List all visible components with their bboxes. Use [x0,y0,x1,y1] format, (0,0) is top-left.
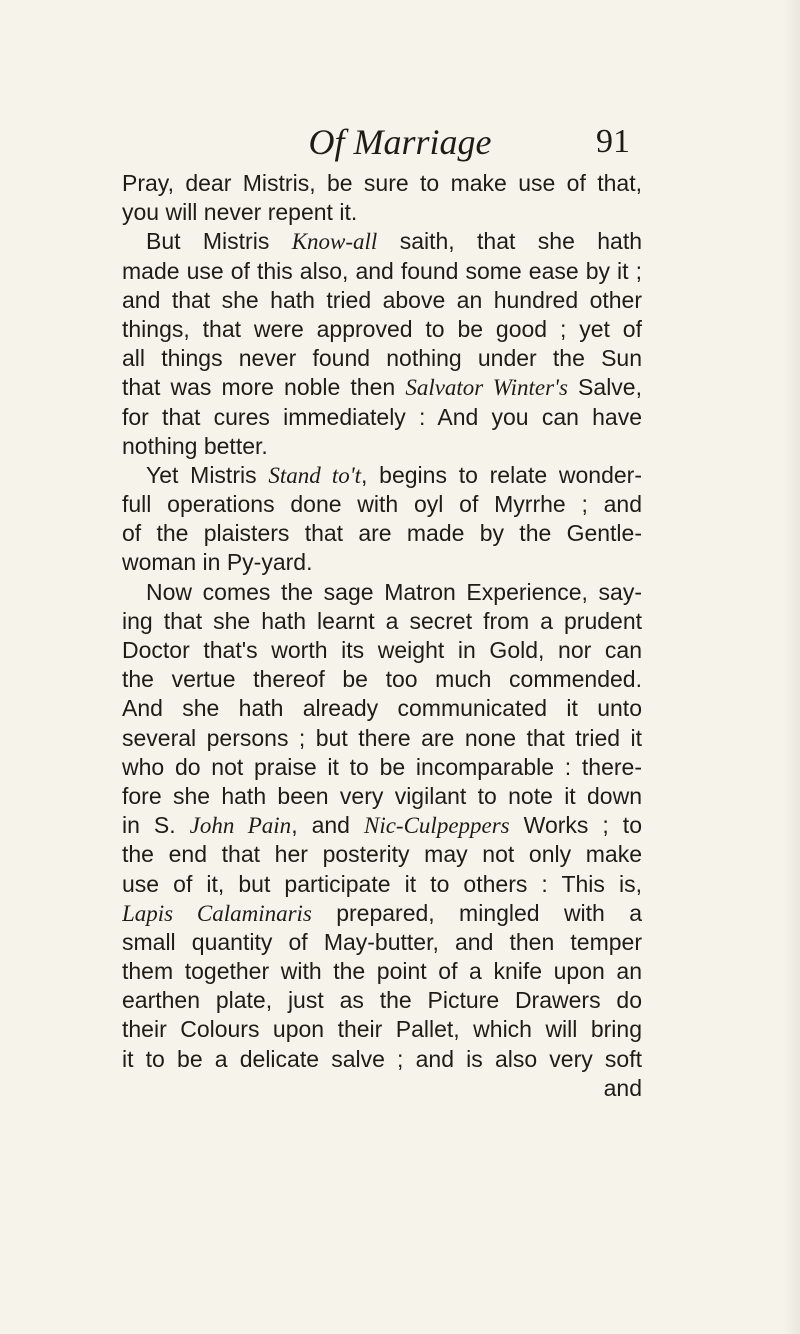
text-line [122,986,642,1015]
text-line [122,957,642,986]
text-run: who do not praise it to be incomparable : there- [122,753,642,780]
text-line [122,548,642,577]
text-run: full operations done with oyl of Myrrhe ; and [122,491,642,518]
page-number: 91 [596,123,630,160]
text-line [122,169,642,198]
text-run: , and [291,812,364,839]
text-line [122,607,642,636]
text-run: for that cures immediately : And you can have [122,403,642,430]
text-line [122,724,642,753]
italic-text: Lapis Calaminaris [122,900,312,926]
text-line [122,782,642,811]
text-line [122,257,642,286]
text-run: of the plaisters that are made by the Gentle- [122,520,642,547]
text-run: and that she hath tried above an hundred other [122,286,642,313]
text-line [122,461,642,490]
text-run: the end that her posterity may not only make [122,841,642,868]
running-head [0,120,800,164]
text-run: Works ; to [509,812,642,839]
text-run: made use of this also, and found some ease by it ; [122,257,642,284]
italic-text: Stand to't [268,462,362,488]
text-line [122,665,642,694]
text-line [122,519,642,548]
italic-text: Salvator Winter's [405,375,568,401]
text-run: Doctor that's worth its weight in Gold, nor can [122,637,642,663]
text-line [122,344,642,373]
italic-text: John Pain [189,813,292,839]
text-run: nothing better. [122,432,268,459]
text-line [122,870,642,899]
text-run: prepared, mingled with a [311,899,642,926]
text-line [122,578,642,607]
text-run: use of it, but participate it to others : This is, [122,870,642,897]
text-run: woman in Py-yard. [122,549,313,576]
text-line [122,315,642,344]
text-run: Salve, [567,374,642,401]
text-run: Yet Mistris [146,461,269,488]
text-run: in S. [122,812,190,839]
text-line [122,403,642,432]
text-line [122,227,642,256]
text-run: you will never repent it. [122,199,358,226]
text-line [122,1015,642,1044]
text-run: small quantity of May-butter, and then temper [122,928,642,955]
text-line [122,636,642,665]
text-run: the vertue thereof be too much commended. [122,666,642,693]
text-run: that was more noble then [122,374,406,401]
text-run: their Colours upon their Pallet, which will bring [122,1016,642,1043]
text-run: Pray, dear Mistris, be sure to make use of that, [122,170,642,196]
text-run: fore she hath been very vigilant to note it down [122,782,642,809]
text-run: things, that were approved to be good ; yet of [122,315,642,342]
text-run: And she hath already communicated it unto [122,695,642,722]
text-line [122,198,642,227]
text-run: and [603,1074,642,1101]
text-line [122,840,642,869]
italic-text: Know-all [291,229,378,255]
text-line [122,811,642,840]
text-run: several persons ; but there are none that tried it [122,724,642,751]
text-line [122,753,642,782]
text-line [122,432,642,461]
text-line [122,373,642,402]
page-edge-shadow [784,0,800,1334]
body-text [122,169,642,1103]
catchword [122,1074,642,1103]
text-line [122,928,642,957]
text-line [122,490,642,519]
text-run: Now comes the sage Matron Experience, say- [146,578,642,605]
text-line [122,899,642,928]
text-run: earthen plate, just as the Picture Drawers do [122,987,642,1014]
text-run: ing that she hath learnt a secret from a prudent [122,607,642,634]
text-run: all things never found nothing under the Sun [122,345,642,372]
text-run: them together with the point of a knife upon an [122,958,642,985]
text-line [122,286,642,315]
text-run: But Mistris [146,228,292,255]
text-run: it to be a delicate salve ; and is also very soft [122,1045,642,1072]
text-line [122,694,642,723]
text-line [122,1045,642,1074]
italic-text: Nic-Culpeppers [363,813,510,839]
text-run: saith, that she hath [377,228,642,255]
running-title: Of Marriage [308,122,492,162]
text-run: , begins to relate wonder- [361,461,642,488]
